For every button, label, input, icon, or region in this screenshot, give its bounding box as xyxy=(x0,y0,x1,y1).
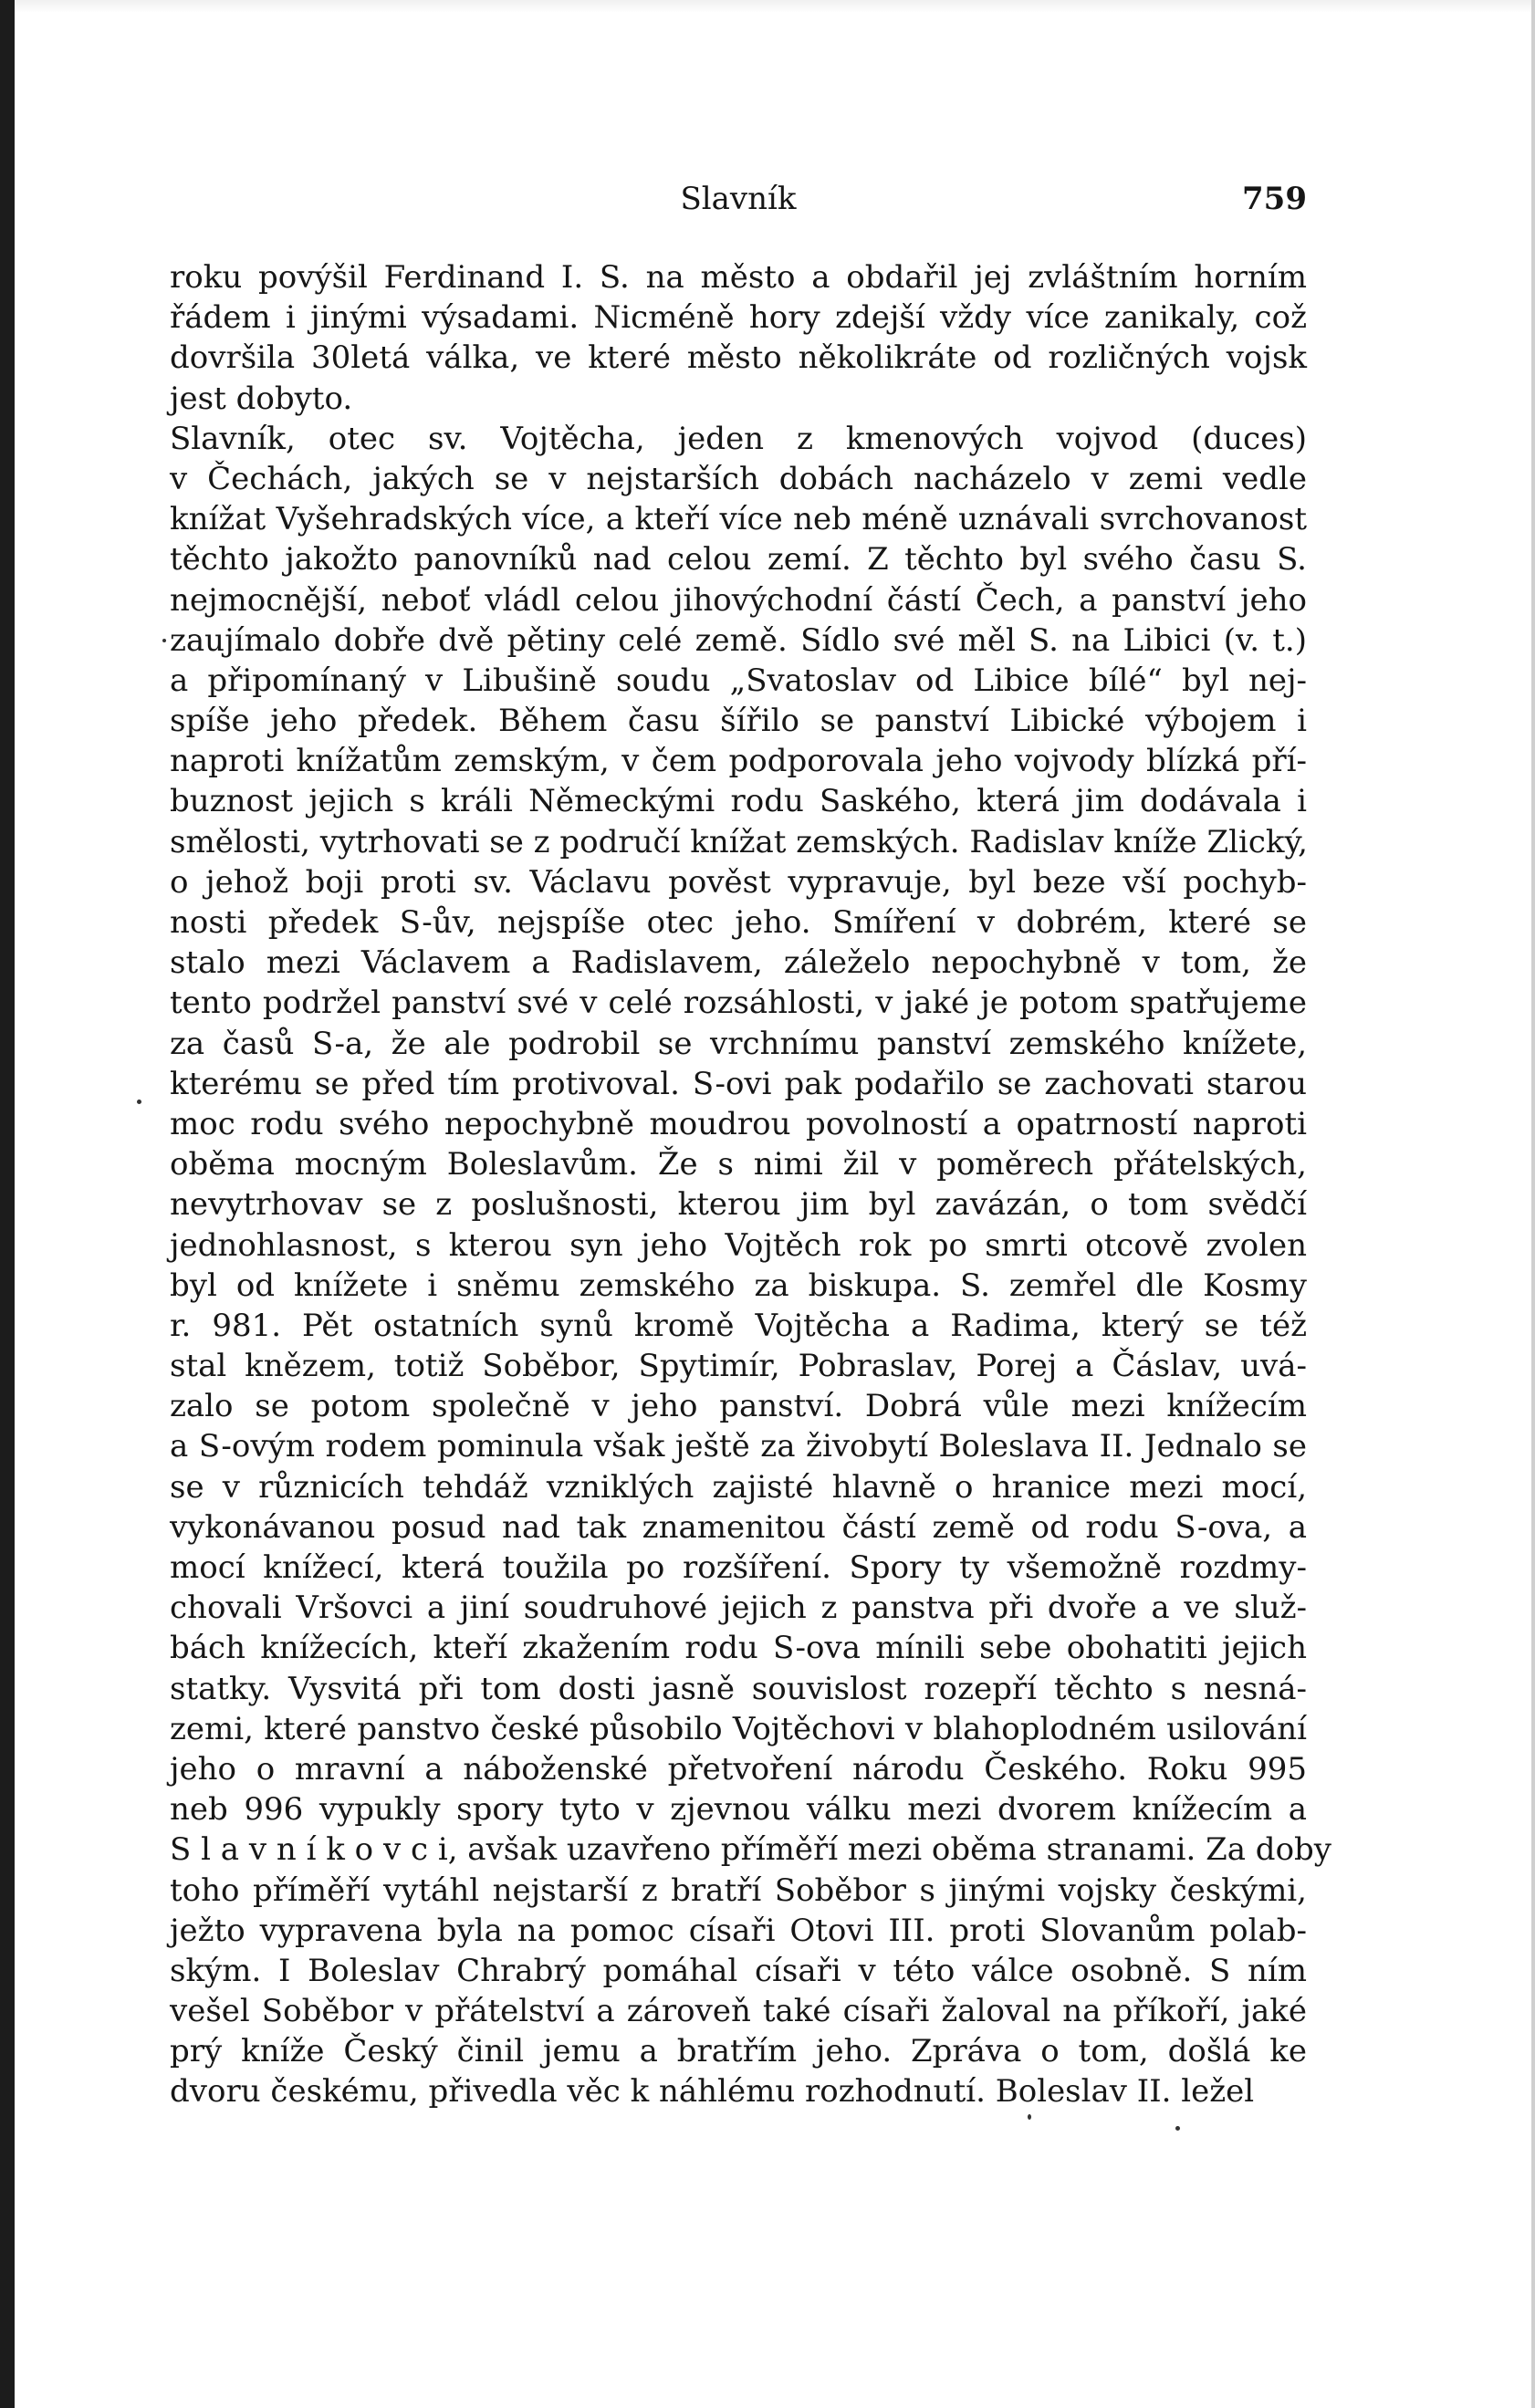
text-line: zaujímalo dobře dvě pětiny celé země. Sídlo své měl S. na Libici (v. t.) xyxy=(170,621,1307,659)
text-line: a připomínaný v Libušině soudu „Svatoslav od Libice bílé“ byl nej- xyxy=(170,662,1307,699)
scan-speck xyxy=(1028,2114,1031,2120)
text-line: prý kníže Český činil jemu a bratřím jeho. Zpráva o tom, došlá ke xyxy=(170,2033,1307,2070)
text-line: buznost jejich s králi Německými rodu Saského, která jim dodávala i xyxy=(170,783,1307,820)
text-line: těchto jakožto panovníků nad celou zemí. Z těchto byl svého času S. xyxy=(170,541,1307,579)
text-line: nosti předek S-ův, nejspíše otec jeho. Smíření v dobrém, které se xyxy=(170,904,1307,941)
running-header xyxy=(170,179,1307,219)
text-line: oběma mocným Boleslavům. Že s nimi žil v poměrech přátelských, xyxy=(170,1146,1307,1183)
text-line: o jehož boji proti sv. Václavu pověst vypravuje, byl beze vší pochyb- xyxy=(170,863,1307,901)
text-line: za časů S-a, že ale podrobil se vrchnímu panství zemského knížete, xyxy=(170,1025,1307,1062)
text-line: mocí knížecí, která toužila po rozšíření. Spory ty všemožně rozdmy- xyxy=(170,1549,1307,1586)
text-line: kterému se před tím protivoval. S-ovi pak podařilo se zachovati starou xyxy=(170,1065,1307,1102)
text-line: Slavník, otec sv. Vojtěcha, jeden z kmenových vojvod (duces) xyxy=(170,420,1307,457)
text-line: nevytrhovav se z poslušnosti, kterou jim byl zavázán, o tom svědčí xyxy=(170,1186,1307,1224)
text-line: neb 996 vypukly spory tyto v zjevnou válku mezi dvorem knížecím a xyxy=(170,1791,1307,1829)
text-line: a S-ovým rodem pominula však ještě za živobytí Boleslava II. Jednalo se xyxy=(170,1428,1307,1465)
scan-top-edge xyxy=(15,0,1531,13)
text-line: r. 981. Pět ostatních synů kromě Vojtěcha a Radima, který se též xyxy=(170,1307,1307,1344)
text-line: v Čechách, jakých se v nejstarších dobách nacházelo v zemi vedle xyxy=(170,460,1307,497)
text-line: ským. I Boleslav Chrabrý pomáhal císaři v této válce osobně. S ním xyxy=(170,1952,1307,1989)
text-line: chovali Vršovci a jiní soudruhové jejich z panstva při dvoře a ve služ- xyxy=(170,1590,1307,1627)
text-line: spíše jeho předek. Během času šířilo se panství Libické výbojem i xyxy=(170,703,1307,740)
text-line: statky. Vysvitá při tom dosti jasně souvislost rozepří těchto s nesná- xyxy=(170,1670,1307,1707)
text-line: smělosti, vytrhovati se z područí knížat zemských. Radislav kníže Zlický, xyxy=(170,823,1308,860)
text-line: zemi, které panstvo české působilo Vojtěchovi v blahoplodném usilování xyxy=(170,1710,1307,1747)
scan-speck xyxy=(137,1100,141,1104)
text-line: ježto vypravena byla na pomoc císaři Otovi III. proti Slovanům polab- xyxy=(170,1912,1307,1949)
text-line: vykonávanou posud nad tak znamenitou částí země od rodu S-ova, a xyxy=(170,1508,1307,1546)
page-number: 759 xyxy=(1242,181,1307,217)
text-line: stalo mezi Václavem a Radislavem, záleželo nepochybně v tom, že xyxy=(170,944,1307,982)
scan-left-edge xyxy=(0,0,15,2408)
text-line: jeho o mravní a náboženské přetvoření národu Českého. Roku 995 xyxy=(170,1750,1307,1788)
text-line: tento podržel panství své v celé rozsáhlosti, v jaké je potom spatřujeme xyxy=(170,985,1307,1022)
text-line: moc rodu svého nepochybně moudrou povolností a opatrností naproti xyxy=(170,1105,1307,1142)
text-line: řádem i jinými výsadami. Nicméně hory zdejší vždy více zanikaly, což xyxy=(170,299,1307,337)
text-line: dovršila 30letá válka, ve které město několikráte od rozličných vojsk xyxy=(170,339,1307,377)
text-line: bách knížecích, kteří zkažením rodu S-ova mínili sebe obohatiti jejich xyxy=(170,1630,1307,1667)
text-line: toho příměří vytáhl nejstarší z bratří Soběbor s jinými vojsky českými, xyxy=(170,1871,1307,1909)
text-line: dvoru českému, přivedla věc k náhlému rozhodnutí. Boleslav II. ležel xyxy=(170,2073,1255,2111)
text-line: jest dobyto. xyxy=(170,380,353,417)
text-line: S l a v n í k o v c i, avšak uzavřeno příměří mezi oběma stranami. Za doby xyxy=(170,1831,1332,1869)
text-line: knížat Vyšehradských více, a kteří více neb méně uznávali svrchovanost xyxy=(170,501,1307,538)
article-body xyxy=(170,257,1332,2112)
text-line: jednohlasnost, s kterou syn jeho Vojtěch rok po smrti otcově zvolen xyxy=(170,1226,1307,1264)
scan-speck xyxy=(1175,2126,1180,2131)
scan-right-edge xyxy=(1531,0,1535,2408)
scan-speck xyxy=(162,639,166,642)
text-line: se v různicích tehdáž vzniklých zajisté hlavně o hranice mezi mocí, xyxy=(170,1468,1307,1506)
header-title: Slavník xyxy=(680,181,797,217)
text-line: roku povýšil Ferdinand I. S. na město a obdařil jej zvláštním horním xyxy=(170,259,1307,296)
text-line: stal knězem, totiž Soběbor, Spytimír, Pobraslav, Porej a Čáslav, uvá- xyxy=(170,1348,1307,1385)
text-line: vešel Soběbor v přátelství a zároveň také císaři žaloval na příkoří, jaké xyxy=(170,1993,1307,2030)
text-line: byl od knížete i sněmu zemského za biskupa. S. zemřel dle Kosmy xyxy=(170,1267,1307,1304)
text-line: zalo se potom společně v jeho panství. Dobrá vůle mezi knížecím xyxy=(170,1388,1307,1425)
text-line: naproti knížatům zemským, v čem podporovala jeho vojvody blízká pří- xyxy=(170,743,1307,780)
text-line: nejmocnější, neboť vládl celou jihovýchodní částí Čech, a panství jeho xyxy=(170,581,1307,619)
